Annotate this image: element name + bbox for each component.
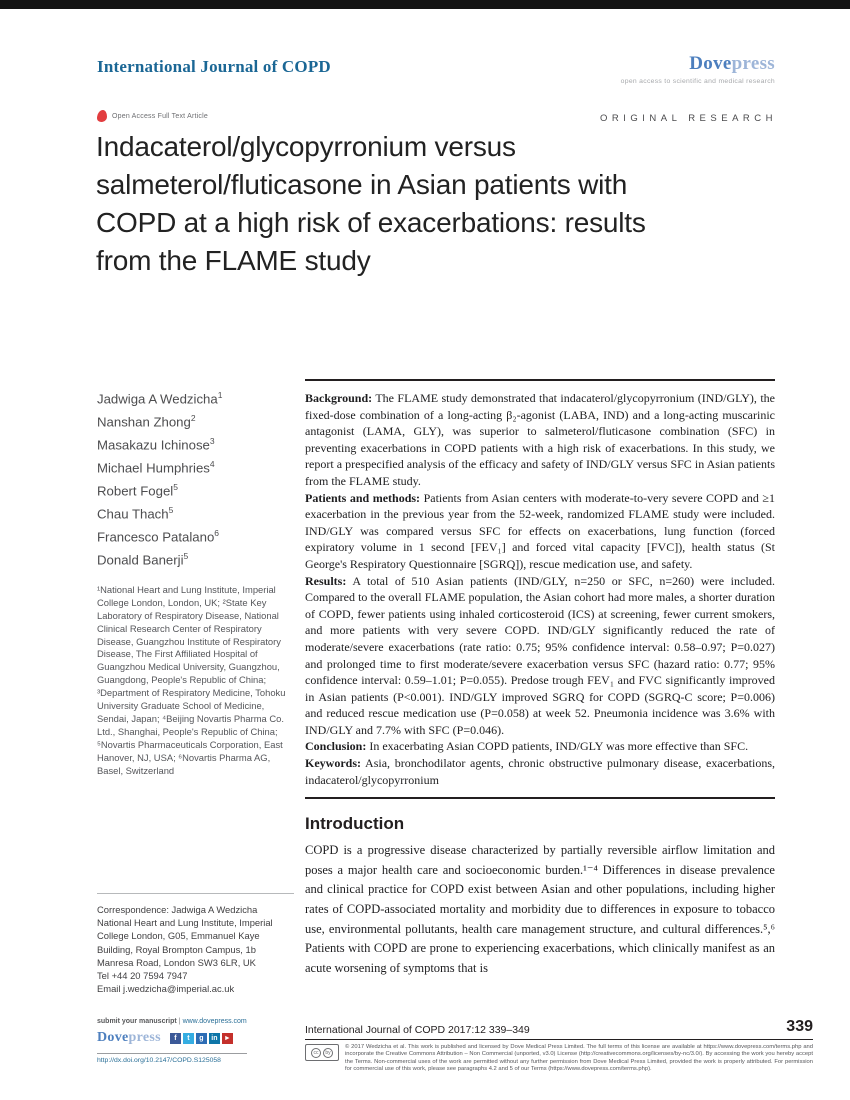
author: [97, 455, 294, 478]
introduction-heading: Introduction: [305, 814, 405, 834]
linkedin-icon[interactable]: in: [209, 1033, 220, 1044]
copyright-text: © 2017 Wedzicha et al. This work is published and licensed by Dove Medical Press Limited. The full terms of this license are available at https://www.dovepress.com/terms.php and incorporate the Creative Commons Attribution – Non Commercial (unported, v3.0) License (http://creativecommons.org/licenses/by-nc/3.0/). By accessing the work you hereby accept the Terms. Non-commercial uses of the work are permitted without any further permission from Dove Medical Press Limited, provided the work is properly attributed. For permission for commercial use of this work, please see paragraphs 4.2 and 5 of our Terms (https://www.dovepress.com/terms.php).: [345, 1044, 813, 1073]
press-logo-text: press: [731, 53, 775, 74]
cc-license-icon: [305, 1044, 339, 1061]
abstract-section-background: [305, 390, 775, 490]
abstract-text: The FLAME study demonstrated that indacaterol/glycopyrronium (IND/GLY), the fixed-dose combination of a long-acting β₂-agonist (LABA, IND) and a long-acting muscarinic antagonist (LAMA, GLY), was superior to salmeterol/fluticasone combination (SFC) in preventing exacerbations in COPD patients with a high risk of exacerbations. In this study, we report a prespecified analysis of the efficacy and safety of IND/GLY versus SFC in Asian patients from the FLAME study.: [305, 391, 775, 488]
footer-right: [305, 1018, 813, 1074]
publisher-tagline: open access to scientific and medical research: [620, 78, 775, 85]
submit-manuscript-line: [97, 1018, 297, 1025]
footer-left: [97, 1018, 297, 1064]
author-name: Michael Humphries: [97, 460, 210, 476]
correspondence-phone: Tel +44 20 7594 7947: [97, 970, 188, 982]
open-access-label: Open Access Full Text Article: [112, 112, 208, 120]
separator: |: [178, 1018, 181, 1025]
author-affiliation-superscript: 2: [190, 412, 196, 423]
abstract-text: A total of 510 Asian patients (IND/GLY, n=250 or SFC, n=260) were included. Compared to the overall FLAME population, the Asian cohort had more males, a shorter duration of COPD, fewer patients using inhaled corticosteroid (ICS) at screening, fewer current smokers, and more patients with very severe COPD. IND/GLY significantly reduced the rate of moderate/severe exacerbations (rate ratio: 0.75; 95% confidence interval: 0.58–0.97; P=0.027) and prolonged time to first moderate/severe exacerbation versus SFC (hazard ratio: 0.77; 95% confidence interval: 0.59–1.01; P=0.055). Predose trough FEV₁ and FVC significantly improved in Asian patients (P<0.001). IND/GLY improved SGRQ for COPD (SGRQ-C score; P=0.006) and reduced rescue medication use (P=0.058) at week 52. Pneumonia incidence was 3.6% with IND/GLY and 7.7% with SFC (P=0.046).: [305, 573, 776, 737]
page-number: 339: [786, 1018, 813, 1035]
footer-logo-row: [97, 1030, 297, 1046]
author: [97, 432, 294, 455]
author-name: Donald Banerji: [97, 552, 184, 568]
author-name: Nanshan Zhong: [97, 414, 191, 430]
dove-logo-text: Dove: [689, 53, 732, 74]
dove-logo-text: Dove: [97, 1030, 129, 1045]
journal-name: International Journal of COPD: [97, 57, 331, 76]
article-title: Indacaterol/glycopyrronium versus salmeterol/fluticasone in Asian patients with COPD at a high risk of exacerbations: results from the FLAME study: [96, 131, 646, 276]
youtube-icon[interactable]: ►: [222, 1033, 233, 1044]
publisher-block: [621, 53, 775, 85]
author-affiliation-superscript: 5: [173, 481, 178, 492]
left-column: [97, 386, 294, 777]
author: [97, 409, 294, 432]
facebook-icon[interactable]: f: [170, 1033, 181, 1044]
abstract-text: Patients from Asian centers with moderate-to-very severe COPD and ≥1 exacerbation in the previous year from the 52-week, randomized FLAME study were included. IND/GLY was compared versus SFC for effects on exacerbations, lung function (forced expiratory volume in 1 second [FEV₁] and forced vital capacity [FVC]), health status (St George's Respiratory Questionnaire [SGRQ]), rescue medication use, and safety.: [305, 490, 776, 571]
author-name: Robert Fogel: [97, 483, 174, 499]
author-name: Masakazu Ichinose: [97, 437, 210, 453]
cc-icon: cc: [311, 1048, 321, 1058]
twitter-icon[interactable]: t: [183, 1033, 194, 1044]
abstract-label: Background:: [305, 391, 373, 405]
author-affiliation-superscript: 5: [183, 550, 189, 561]
correspondence-heading: Correspondence: Jadwiga A Wedzicha: [97, 904, 258, 915]
dovepress-footer-logo[interactable]: [97, 1030, 161, 1046]
author-affiliation-superscript: 3: [209, 435, 215, 446]
author-name: Chau Thach: [97, 506, 169, 522]
author-affiliation-superscript: 5: [168, 504, 174, 515]
author-name: Francesco Patalano: [97, 529, 215, 545]
dovepress-logo[interactable]: [621, 53, 775, 75]
correspondence-address: National Heart and Lung Institute, Imperial College London, G05, Emmanuel Kaye Building, Royal Brompton Campus, 1b Manresa Road, London SW3 6LR, UK: [97, 917, 273, 968]
right-column: [305, 379, 775, 978]
author: [97, 547, 294, 570]
journal-citation: International Journal of COPD 2017:12 339–349: [305, 1024, 530, 1036]
dovepress-url-link[interactable]: www.dovepress.com: [182, 1018, 247, 1025]
googleplus-icon[interactable]: g: [196, 1033, 207, 1044]
author-affiliation-superscript: 4: [209, 458, 215, 469]
doi-link[interactable]: http://dx.doi.org/10.2147/COPD.S125058: [97, 1053, 247, 1064]
cc-by-icon: by: [323, 1048, 333, 1058]
abstract-section-methods: [305, 490, 775, 573]
abstract-section-results: [305, 573, 775, 739]
introduction-paragraph: COPD is a progressive disease characterized by partially reversible airflow limitation and poses a major health care and socioeconomic burden.¹⁻⁴ Differences in disease prevalence and clinical practice for COPD exist between Asian and other populations, including higher rates of COPD-associated mortality and morbidity due to differences in exposure to tobacco use, environmental pollutants, health care management structure, and cultural differences.⁵,⁶ Patients with COPD are prone to experiencing exacerbations, which clinically manifest as an acute worsening of symptoms that is: [305, 843, 775, 975]
author-affiliation-superscript: 6: [214, 527, 220, 538]
abstract-section-conclusion: [305, 738, 775, 755]
abstract-section-keywords: [305, 755, 775, 788]
open-access-link[interactable]: [97, 110, 208, 122]
author: [97, 478, 294, 501]
author-list: [97, 386, 294, 570]
author-affiliation-superscript: 1: [217, 390, 223, 400]
social-icons: [170, 1033, 233, 1044]
correspondence-email[interactable]: Email j.wedzicha@imperial.ac.uk: [97, 983, 235, 995]
copyright-row: [305, 1044, 813, 1074]
abstract-label: Patients and methods:: [305, 490, 421, 505]
author: [97, 386, 294, 409]
abstract-label: Keywords:: [305, 756, 361, 771]
affiliations: ¹National Heart and Lung Institute, Imperial College London, London, UK; ²State Key Laboratory of Respiratory Disease, National Clinical Research Center of Respiratory Disease, Guangzhou Institute of Respiratory Disease, The First Affiliated Hospital of Guangzhou Medical University, Guangzhou, Guangdong, People's Republic of China; ³Department of Respiratory Medicine, Tohoku University Graduate School of Medicine, Sendai, Japan; ⁴Beijing Novartis Pharma Co. Ltd., Shanghai, People's Republic of China; ⁵Novartis Pharmaceuticals Corporation, East Hanover, NJ, USA; ⁶Novartis Pharma AG, Basel, Switzerland: [97, 583, 286, 776]
submit-manuscript-label: submit your manuscript: [97, 1018, 177, 1025]
citation-row: [305, 1018, 813, 1040]
author: [97, 524, 294, 547]
correspondence-block: [97, 893, 294, 995]
article-type-label: ORIGINAL RESEARCH: [600, 113, 777, 124]
author: [97, 501, 294, 524]
abstract-label: Conclusion:: [305, 739, 367, 754]
abstract: [305, 379, 775, 799]
open-access-logo-icon: [97, 110, 107, 122]
abstract-label: Results:: [305, 573, 347, 588]
top-bar: [0, 0, 850, 9]
abstract-text: In exacerbating Asian COPD patients, IND/GLY was more effective than SFC.: [369, 739, 749, 754]
abstract-text: Asia, bronchodilator agents, chronic obstructive pulmonary disease, exacerbations, indacaterol/glycopyrronium: [305, 756, 775, 787]
author-name: Jadwiga A Wedzicha: [97, 391, 218, 407]
press-logo-text: press: [128, 1030, 161, 1045]
